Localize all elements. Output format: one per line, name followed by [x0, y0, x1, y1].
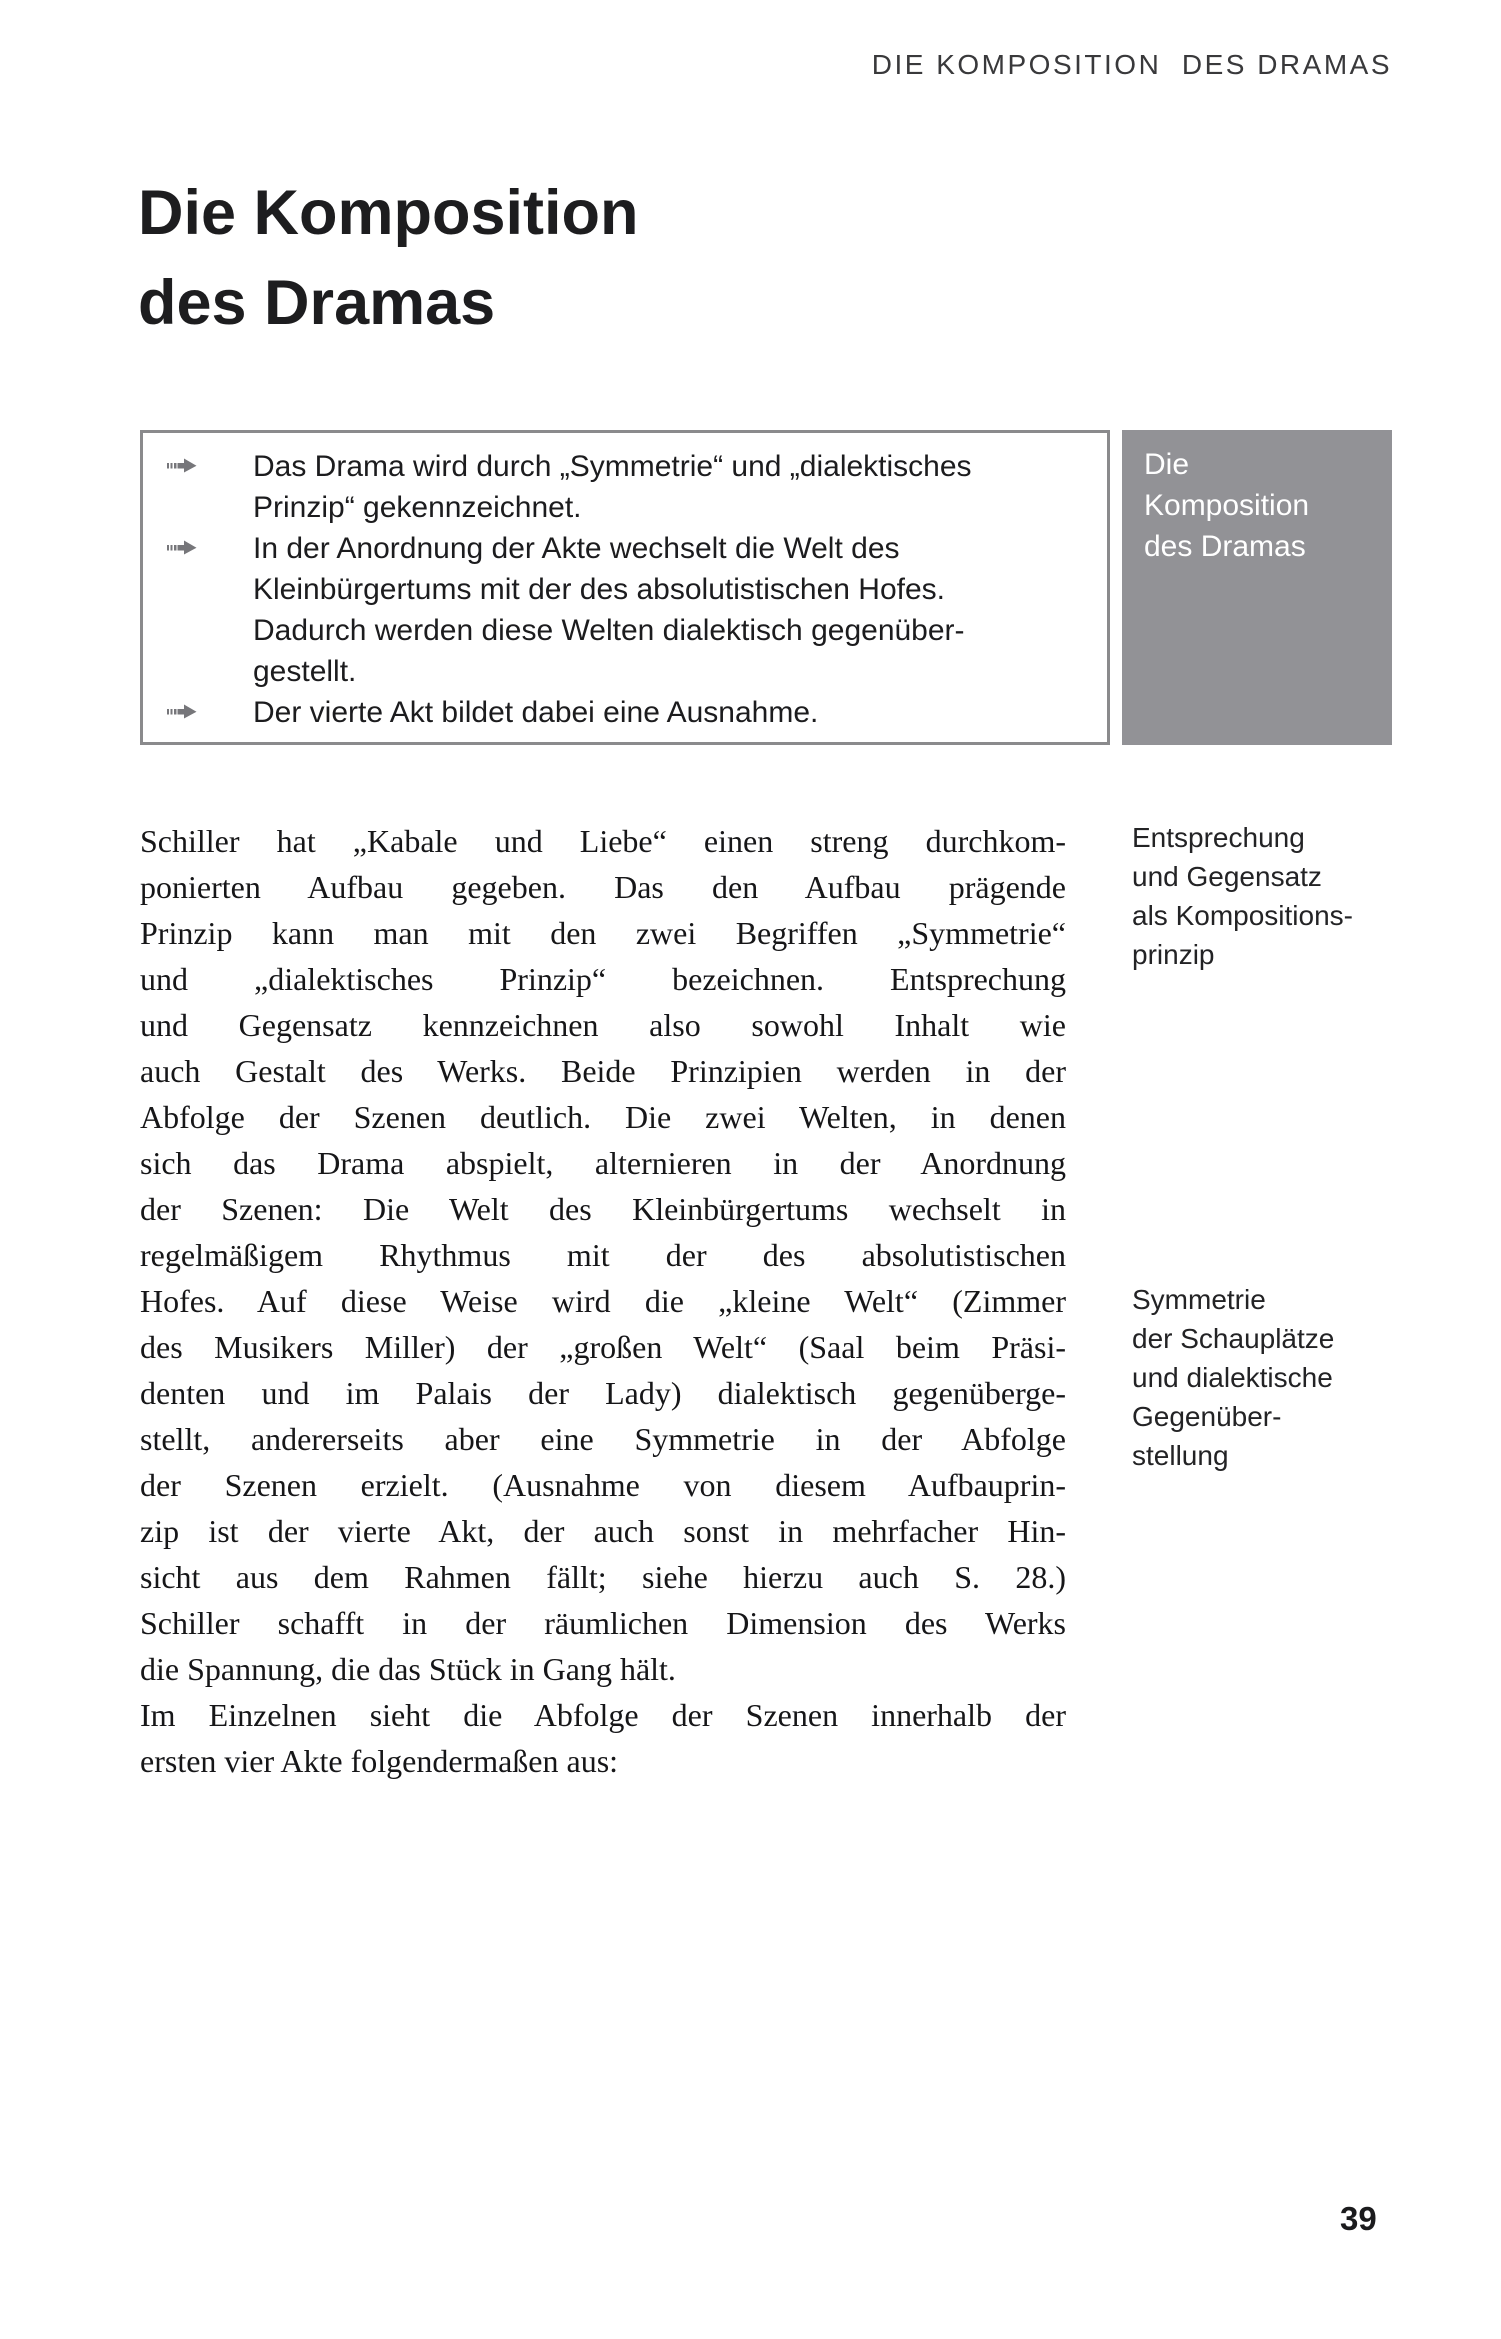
summary-bullet-item	[161, 446, 1087, 528]
keyword-line: Komposition	[1144, 489, 1310, 522]
body-line: stellt, andererseits aber eine Symmetrie in der Abfolge	[140, 1421, 1066, 1457]
margin-note-line: Entsprechung	[1132, 822, 1305, 853]
body-line: Schiller hat „Kabale und Liebe“ einen streng durchkom-	[140, 823, 1066, 859]
running-header: DIE KOMPOSITION DES DRAMAS	[871, 49, 1392, 80]
summary-text-line: Dadurch werden diese Welten dialektisch gegenüber-	[253, 614, 965, 647]
margin-note	[1132, 1280, 1462, 1475]
body-line: sich das Drama abspielt, alternieren in der Anordnung	[140, 1145, 1066, 1181]
margin-note-line: Symmetrie	[1132, 1284, 1266, 1315]
summary-text-line: gestellt.	[253, 655, 357, 688]
body-text	[140, 818, 1066, 1784]
body-line: regelmäßigem Rhythmus mit der des absolutistischen	[140, 1237, 1066, 1273]
keyword-box	[1122, 430, 1392, 745]
summary-text-line: Das Drama wird durch „Symmetrie“ und „dialektisches	[253, 450, 972, 483]
dashed-arrow-icon	[161, 446, 253, 478]
body-line: und „dialektisches Prinzip“ bezeichnen. Entsprechung	[140, 961, 1066, 997]
body-line: auch Gestalt des Werks. Beide Prinzipien werden in der	[140, 1053, 1066, 1089]
body-line: Schiller schafft in der räumlichen Dimension des Werks	[140, 1605, 1066, 1641]
margin-note-line: und dialektische	[1132, 1362, 1333, 1393]
body-line: ersten vier Akte folgendermaßen aus:	[140, 1743, 619, 1779]
body-line: ponierten Aufbau gegeben. Das den Aufbau prägende	[140, 869, 1066, 905]
body-line: des Musikers Miller) der „großen Welt“ (Saal beim Präsi-	[140, 1329, 1066, 1365]
body-line: Im Einzelnen sieht die Abfolge der Szenen innerhalb der	[140, 1697, 1066, 1733]
summary-text-line: Der vierte Akt bildet dabei eine Ausnahme.	[253, 696, 819, 729]
page-title-line-2: des Dramas	[138, 268, 496, 338]
body-line: der Szenen: Die Welt des Kleinbürgertums wechselt in	[140, 1191, 1066, 1227]
summary-bullet-text	[253, 446, 1087, 528]
body-line: Prinzip kann man mit den zwei Begriffen „Symmetrie“	[140, 915, 1066, 951]
margin-note-line: und Gegensatz	[1132, 861, 1322, 892]
body-line: zip ist der vierte Akt, der auch sonst in mehrfacher Hin-	[140, 1513, 1066, 1549]
dashed-arrow-icon	[161, 528, 253, 560]
summary-text-line: In der Anordnung der Akte wechselt die Welt des	[253, 532, 900, 565]
summary-bullet-item	[161, 692, 1087, 733]
page-title-line-1: Die Komposition	[138, 178, 639, 248]
page-title	[138, 168, 639, 348]
dashed-arrow-icon	[161, 692, 253, 724]
summary-box	[140, 430, 1110, 745]
margin-note-line: der Schauplätze	[1132, 1323, 1335, 1354]
summary-text-line: Prinzip“ gekennzeichnet.	[253, 491, 582, 524]
summary-bullet-text	[253, 692, 1087, 733]
summary-bullet-text	[253, 528, 1087, 692]
body-line: und Gegensatz kennzeichnen also sowohl Inhalt wie	[140, 1007, 1066, 1043]
margin-note-line: prinzip	[1132, 939, 1215, 970]
body-line: der Szenen erzielt. (Ausnahme von diesem Aufbauprin-	[140, 1467, 1066, 1503]
body-line: denten und im Palais der Lady) dialektisch gegenüberge-	[140, 1375, 1066, 1411]
keyword-line: des Dramas	[1144, 530, 1306, 563]
margin-note	[1132, 818, 1462, 974]
body-line: sicht aus dem Rahmen fällt; siehe hierzu auch S. 28.)	[140, 1559, 1066, 1595]
keyword-line: Die	[1144, 448, 1190, 481]
page-number: 39	[1340, 2200, 1377, 2237]
summary-text-line: Kleinbürgertums mit der des absolutistischen Hofes.	[253, 573, 945, 606]
body-line: Abfolge der Szenen deutlich. Die zwei Welten, in denen	[140, 1099, 1066, 1135]
margin-note-line: Gegenüber-	[1132, 1401, 1282, 1432]
body-line: die Spannung, die das Stück in Gang hält.	[140, 1651, 676, 1687]
summary-bullet-item	[161, 528, 1087, 692]
margin-note-line: stellung	[1132, 1440, 1229, 1471]
margin-note-line: als Kompositions-	[1132, 900, 1353, 931]
body-line: Hofes. Auf diese Weise wird die „kleine Welt“ (Zimmer	[140, 1283, 1066, 1319]
